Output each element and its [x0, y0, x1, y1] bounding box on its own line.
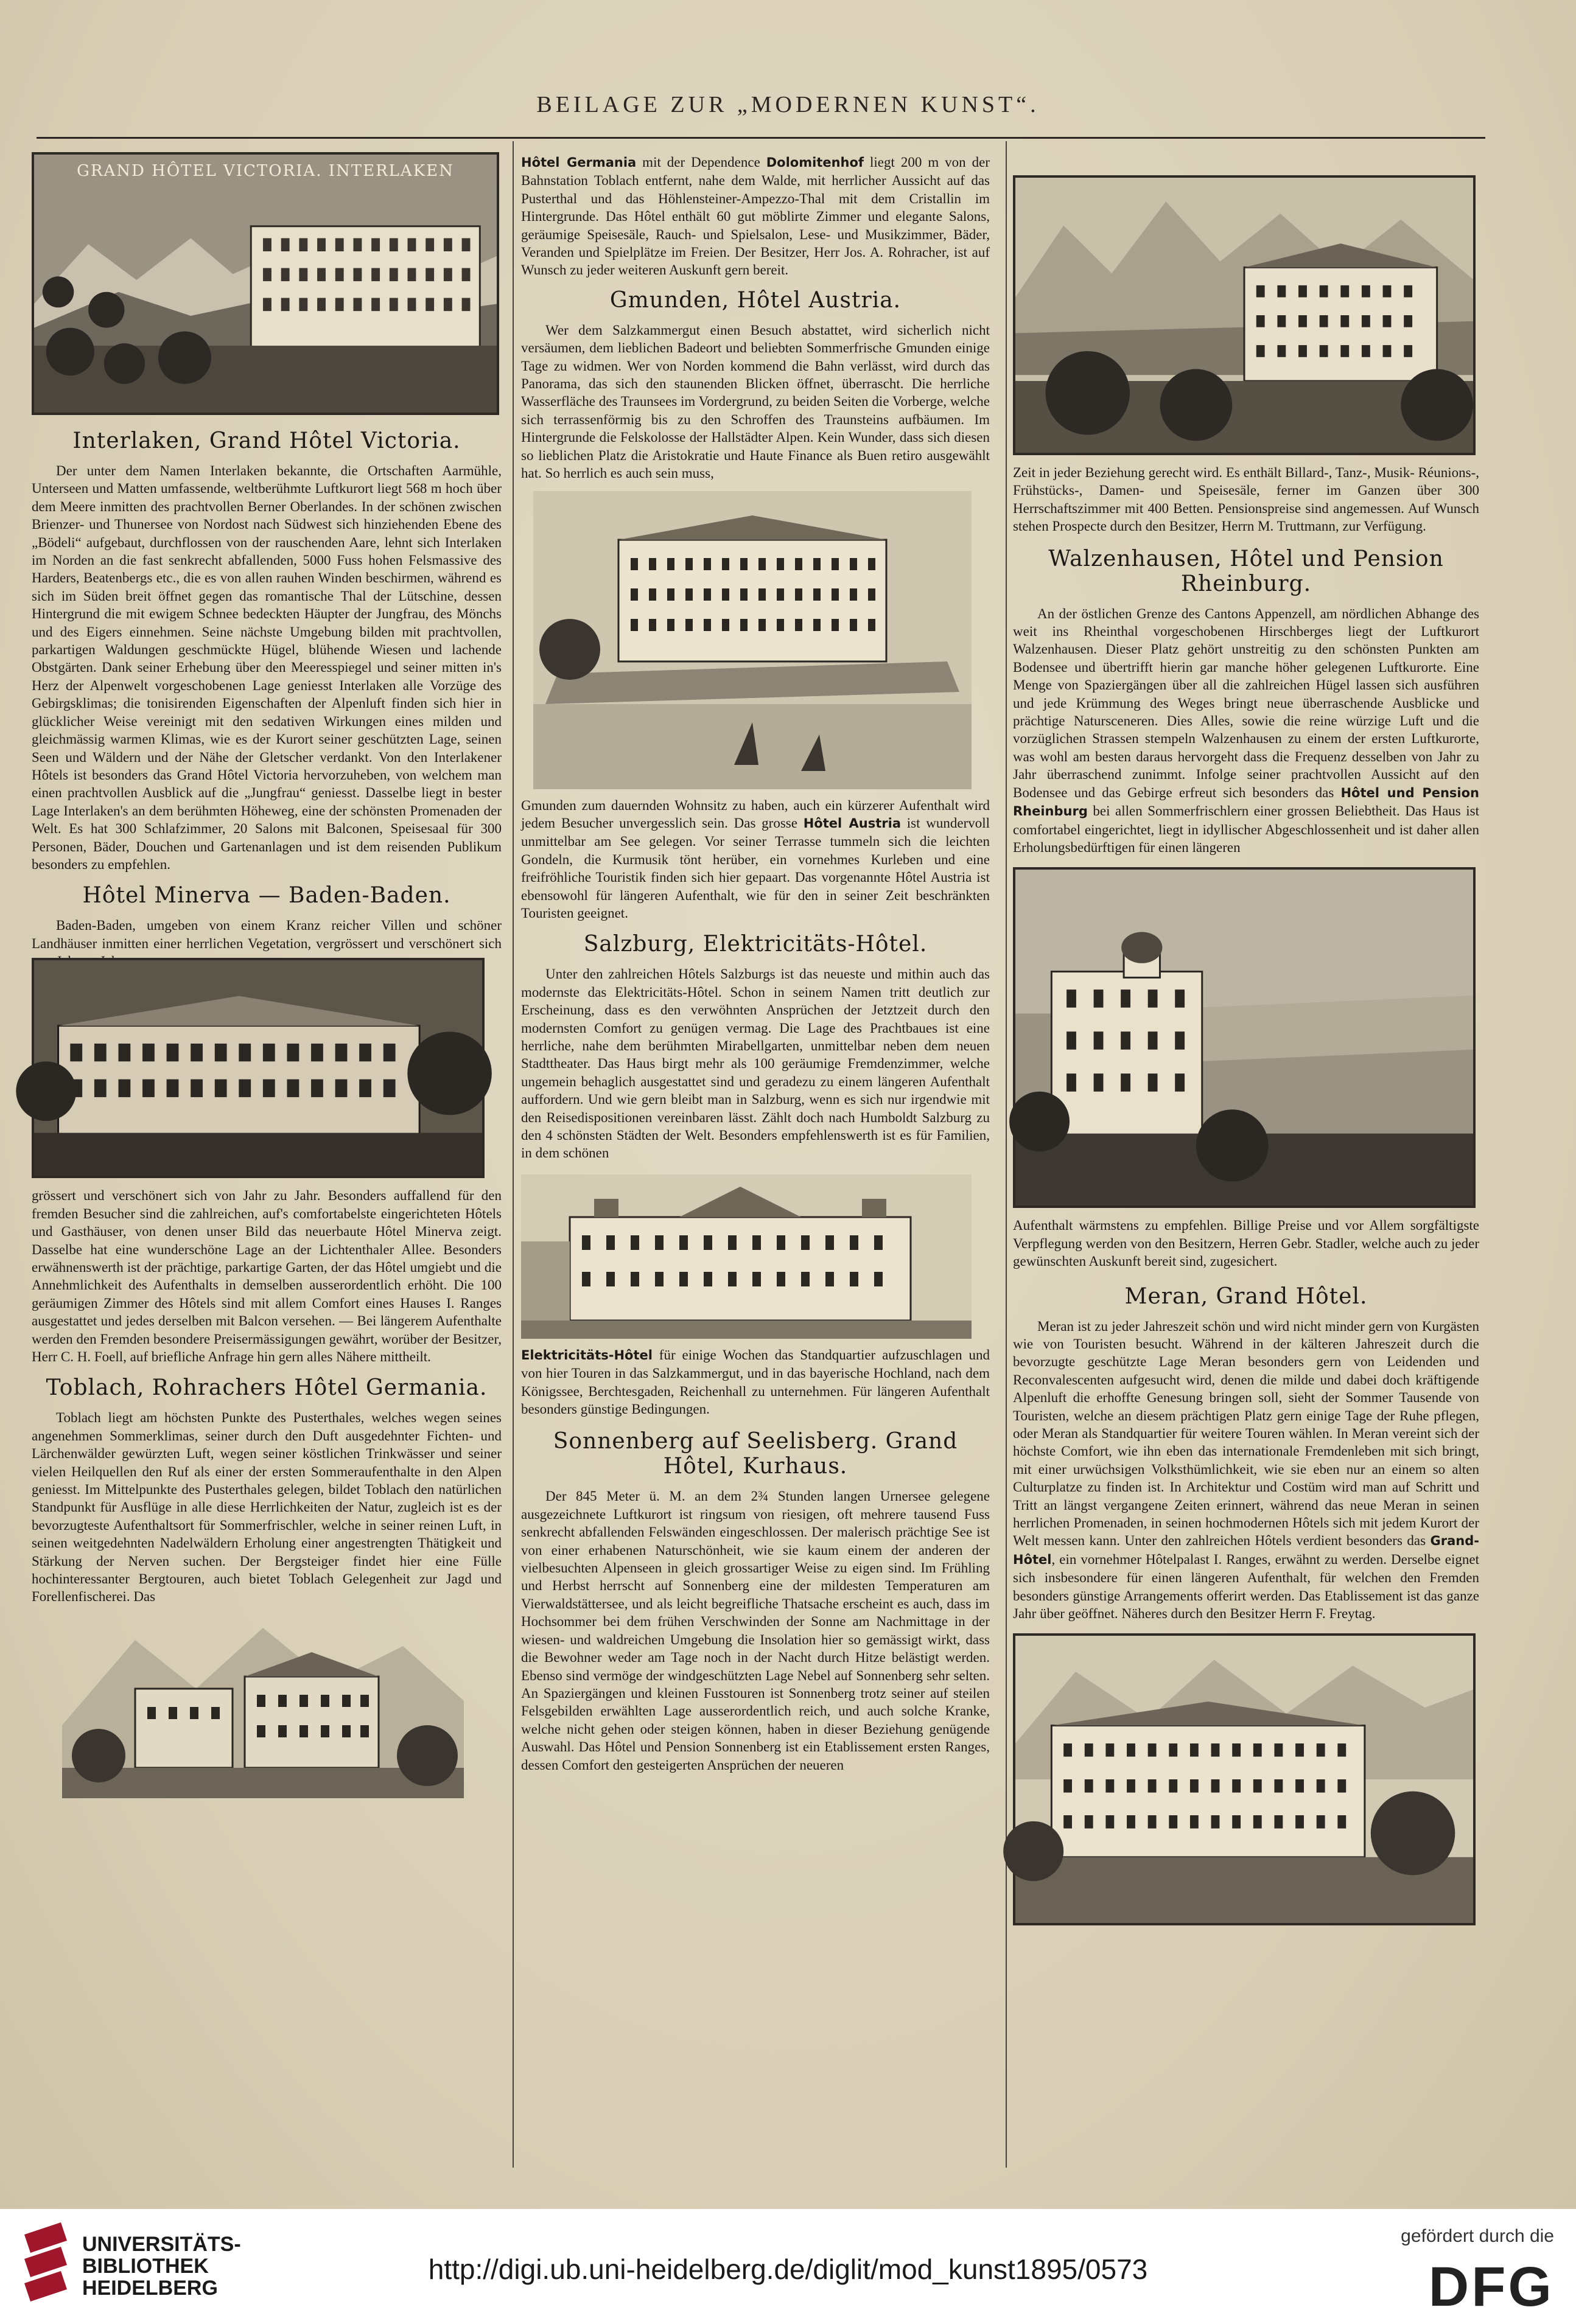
- text-walzenhausen-a-body: An der östlichen Grenze des Cantons Appenzell, am nördlichen Abhange des weit ins Rheinthal vorgeschobenen Hirschberges liegt der Luftkurort Walzenhausen. Dieser Platz gehört unstreitig zu den schönsten Punkten am Bodensee und übertrifft hierin gar manche höher gelegenen Luftkurorte. Eine Menge von Spaziergängen über all die zahlreichen Hügel lassen sich ausführen und jede Krümmung des Weges bringt neue überraschende Ausblicke und prächtige Natursceneren. Dies Alles, sowie die reine würzige Luft und die vorzüglichen Strassen stempeln Walzenhausen zu einem der ersten Luftkurorte, was wohl am besten daraus hervorgeht dass die Frequenz desselben von Jahr zu Jahr überraschend zunimmt. Infolge seiner prachtvollen Aussicht auf den Bodensee und das Gebirge erfreut sich besonders das: [1013, 605, 1479, 800]
- text-interlaken: Der unter dem Namen Interlaken bekannte, die Ortschaften Aarmühle, Unterseen und Matten umfassende, weltberühmte Luftkurort liegt 568 m hoch über dem Meere inmitten des prachtvollen Berner Oberlandes. In der schönen zwischen Brienzer- und Thunersee von Nordost nach Südwest sich hinziehenden Ebene des „Bödeli“ aufgebaut, durchflossen von der rauschenden Aare, lehnt sich Interlaken im Norden an die fast senkrecht abfallenden, 5000 Fuss hohen Felsmassive des Harders, Beatenbergs etc., die es von allen rauhen Winden beschirmen, während es sich im Süden breit öffnet gegen das romantische Thal der Lütschine, dessen Hintergrund die mit ewigem Schnee bedeckten Häupter der Jungfrau, des Mönchs und des Eigers einnehmen. Seine nächste Umgebung bilden mit prachtvollen, parkartigen Waldungen geschmückte Hügel, blühende Wiesen und lachende Obstgärten. Dank seiner Erhebung über den Meeresspiegel und seiner mitten in's Herz der Alpenwelt vorgeschobenen Lage geniesst Interlaken alle Vorzüge des Gebirgsklimas; die tonisirenden Eigenschaften der Alpenluft finden sich hier in glücklicher Weise vereinigt mit den sedativen Wirkungen eines milden und gleichmässig warmen Klimas, wie es der Kurort seiner geschützten Lage, seinen Seen und Wäldern und der Nähe der Gletscher verdankt. Von den Interlakener Hôtels ist besonders das Grand Hôtel Victoria hervorzuheben, von welchem man einen prachtvollen Ausblick auf die „Jungfrau“ geniesst. Dasselbe liegt in bester Lage Interlaken's an dem berühmten Höheweg, eine der schönsten Promenaden der Welt. Es hat 300 Schlafzimmer, 20 Salons mit Balconen, Speisesaal für 300 Personen, Bäder, Douchen und Gartenanlagen und ist dem reisenden Publikum besonders zu empfehlen.: [32, 463, 502, 872]
- text-minerva: grössert und verschönert sich von Jahr zu Jahr. Besonders auffallend für den fremden Besucher sind die zahlreichen, auf's comfortabelste eingerichteten Hôtels und Gasthäuser, von denen unser Bild das neuerbaute Hôtel Minerva zeigt. Dasselbe hat eine wunderschöne Lage an der Lichtenthaler Allee. Besonders erwähnenswerth ist der prächtige, parkartige Garten, der das Hôtel umgiebt und die Annehmlichkeit des Aufenthalts in demselben ausserordentlich erhöht. Die 100 geräumigen Zimmer des Hôtels sind mit allem Comfort eines Hauses I. Ranges ausgestattet und jedes derselben mit Balcon versehen. — Bei längerem Aufenthalte werden den Fremden besondere Preisermässigungen gewährt, worüber der Besitzer, Herr C. H. Foell, auf briefliche Anfrage hin gern alles Nähere mittheilt.: [32, 1188, 502, 1364]
- text-walzenhausen-a: [1013, 605, 1479, 857]
- text-meran: [1013, 1317, 1479, 1623]
- heading-salzburg: Salzburg, Elektricitäts-Hôtel.: [583, 932, 928, 957]
- column-rule-left: [513, 141, 514, 2168]
- text-sonnenberg: Der 845 Meter ü. M. an dem 2¾ Stunden langen Urnersee gelegene ausgezeichnete Luftkurort ist ringsum von riesigen, oft mehrere tausend Fuss senkrecht abfallenden Felswänden eingeschlossen. Der malerisch prächtige See ist von einer erhabenen Naturschönheit, wie sie kaum einem der anderen der vielbesuchten Alpenseen in gleich grossartiger Weise zu eigen sind. Im Frühling und Herbst herrscht auf Sonnenberg eine der mildesten Temperaturen am Vierwaldstättersee, und als leicht begreifliche Thatsache erscheint es auch, dass im Hochsommer bei dem frühen Verschwinden der Sonne am Nachmittage in der wiesen- und waldreichen Umgebung die Insolation hier so gemässigt wirkt, dass die Bewohner weder am Tage noch in der Nacht durch Hitze belästigt werden. Ebenso sind vermöge der windgeschützten Lage Nebel auf Sonnenberg sehr selten. An Spaziergängen und kleinen Fusstouren ist Sonnenberg trotz seiner auf steilen Felsgebilden erwählten Lage ausserordentlich reich, und auch solche Kranke, welche nicht gehen oder steigen können, haben in dieser Beziehung genügende Auswahl. Das Hôtel und Pension Sonnenberg ist ein Etablissement ersten Ranges, dessen Comfort den gesteigerten Ansprüchen der neueren: [521, 1488, 990, 1773]
- text-salzburg: Unter den zahlreichen Hôtels Salzburgs ist das neueste und mithin auch das modernste das Elektricitäts-Hôtel. Schon in seinem Namen tritt deutlich zur Erscheinung, dass es den verwöhnten Ansprüchen der Jetztzeit durch den modernsten Comfort zu genügen vermag. Die Lage des Prachtbaues ist eine herrliche, nahe dem berühmten Mirabellgarten, unmittelbar neben dem neuen Stadttheater. Das Haus birgt mehr als 100 geräumige Fremdenzimmer, welche ungemein behaglich ausgestattet sind und geradezu zu einem längeren Aufenthalt auffordern. Und wie gern bleibt man in Salzburg, wenn es sich nur irgendwie mit den Reisedispositionen vereinbaren lässt. Zählt doch nach Humboldt Salzburg zu den 4 schönsten Städten der Welt. Besonders empfehlenswerth ist es für Familien, in dem schönen: [521, 966, 990, 1161]
- column-1: [32, 152, 502, 2191]
- meran-hotel-image: [1013, 1633, 1476, 1925]
- germania-hotel-image: [62, 1616, 464, 1798]
- text-minerva-intro: Baden-Baden, umgeben von einem Kranz reicher Villen und schöner Landhäuser inmitten einer herrlichen Vegetation, vergrössert und verschönert sich: [32, 918, 502, 951]
- page-header: BEILAGE ZUR „MODERNEN KUNST“.: [536, 92, 1040, 117]
- footer-bar: [0, 2209, 1576, 2324]
- text-elektricitaets-body: für einige Wochen das Standquartier aufzuschlagen und von hier Touren in das Salzkammergut, und in das bayerische Hochland, nach dem Königssee, Berchtesgaden, Reichenhall zu unternehmen. Für längeren Aufenthalt besonders günstige Bedingungen.: [521, 1347, 990, 1417]
- library-name-line3: HEIDELBERG: [82, 2277, 218, 2300]
- column-3: [1013, 170, 1479, 2197]
- header-rule: [37, 137, 1485, 139]
- text-meran-a: Meran ist zu jeder Jahreszeit schön und wird nicht minder gern von Kurgästen wie von Touristen besucht. Während in der kälteren Jahreszeit durch die bevorzugte geschützte Lage Meran besonders gern von Leidenden und Reconvalescenten aufgesucht wird, denen die milde und dabei doch kräftigende Alpenluft die erhoffte Genesung bringen soll, sieht der Sommer Tausende von Touristen, welche an diesem prächtigen Platz gern einige Tage der Ruhe pflegen, oder Meran als Standquartier für weitere Touren wählen. In Meran vereint sich der höchste Comfort, wie ihn eben das internationale Fremdenleben mit sich bringt, mit einer urwüchsigen Volksthümlichkeit, wie sie eben nur an einem so alten Culturplatze zu finden ist. In Architektur und Costüm wird man auf Schritt und Tritt an längst vergangene Zeiten erinnert, während das neue Meran in seinen herrlichen Promenaden, in seinen hochmodernen Hôtels sich mit jedem Kurort der Welt messen kann. Unter den zahlreichen Hôtels verdient besonders das: [1013, 1318, 1479, 1549]
- bold-hotel-austria: Hôtel Austria: [803, 815, 901, 831]
- gmunden-hotel-image: [533, 491, 972, 789]
- heading-sonnenberg: Sonnenberg auf Seelisberg. Grand Hôtel, Kurhaus.: [553, 1429, 958, 1479]
- text-meran-b: , ein vornehmer Hôtelpalast I. Ranges, erwähnt zu werden. Derselbe eignet sich insbesondere für einen längeren Aufenthalt, für welchen den Fremden besonders günstige Arrangements offerirt werden. Das Etablissement ist das ganze Jahr über geöffnet. Näheres durch den Besitzer Herrn F. Freytag.: [1013, 1551, 1479, 1622]
- text-gmunden-b: [521, 797, 990, 923]
- heading-minerva: Hôtel Minerva — Baden-Baden.: [82, 883, 451, 909]
- text-gmunden-a: Wer dem Salzkammergut einen Besuch abstattet, wird sicherlich nicht versäumen, dem lieblichen Badeort und beliebten Sommerfrische Gmunden einige Tage zu widmen. Wer von Norden kommend die Bahn verlässt, wird durch das Panorama, das sich den staunenden Blicken öffnet, überrascht. Die herrliche Wasserfläche des Traunsees im Vordergrund, zu beiden Seiten die Vorberge, welche sich terrassenförmig bis zu den Schroffen des Traunsteins aufbäumen. Im Hintergrunde die Felskolosse der Hallstädter Alpen. Kein Wunder, dass sich diesen so lieblichen Platz die Aristokratie und Haute Finance als Buen retiro ausgewählt hat. So herrlich es auch sein muss,: [521, 322, 990, 481]
- heading-interlaken: Interlaken, Grand Hôtel Victoria.: [72, 428, 461, 453]
- bold-elektricitaets-hotel: Elektricitäts-Hôtel: [521, 1347, 653, 1363]
- library-name-line2: BIBLIOTHEK: [82, 2255, 209, 2278]
- heading-gmunden: Gmunden, Hôtel Austria.: [609, 287, 902, 313]
- walzenhausen-hotel-image: [1013, 867, 1476, 1208]
- text-germania-body: liegt 200 m von der Bahnstation Toblach entfernt, nahe dem Walde, mit herrlicher Aussicht auf das Pusterthal und das Höhlensteiner-Ampezzo-Thal mit dem Cristallin im Hintergrunde. Das Hôtel enthält 60 gut möblirte Zimmer und elegante Salons, geräumige Speisesäle, Rauch- und Spielsalon, Lese- und Musikzimmer, Bäder, Veranden und Spielplätze im Freien. Der Besitzer, Herr Jos. A. Rohracher, ist auf Wunsch zu jeder weiteren Auskunft gern bereit.: [521, 155, 990, 278]
- bold-hotel-rheinburg: Hôtel und Pension Rheinburg: [1013, 785, 1479, 819]
- column-2: [521, 153, 990, 2192]
- minerva-hotel-image: [32, 958, 485, 1178]
- bold-grand-hotel: Grand-Hôtel: [1013, 1534, 1479, 1567]
- funded-by-label: gefördert durch die: [1401, 2226, 1554, 2246]
- text-gmunden-b2: ist wundervoll unmittelbar am See gelegen. Vor seiner Terrasse tummeln sich die leichten Gondeln, die Kurmusik tönt herüber, ein vornehmes Kurleben und eine freifröhliche Touristik finden sich hier gepaart. Das vorgenannte Hôtel Austria ist ebensowohl für längeren Aufenthalt, wie für den in seiner Zeit beschränkten Touristen geeignet.: [521, 815, 990, 921]
- heading-toblach: Toblach, Rohrachers Hôtel Germania.: [46, 1375, 488, 1401]
- interlaken-image-caption: GRAND HÔTEL VICTORIA. INTERLAKEN: [77, 162, 454, 180]
- text-germania-mid: mit der Dependence: [636, 155, 766, 170]
- sonnenberg-hotel-image: [1013, 175, 1476, 455]
- text-gmunden-b1: Gmunden zum dauernden Wohnsitz zu haben, auch ein kürzerer Aufenthalt wird jedem Besucher unvergesslich sein. Das grosse: [521, 797, 990, 831]
- text-sonnenberg-cont: Zeit in jeder Beziehung gerecht wird. Es enthält Billard-, Tanz-, Musik- Réunions-, Frühstücks-, Damen- und Speisesäle, ferner im Ganzen über 300 Herrschaftszimmer mit 400 Betten. Pensionspreise sind angemessen. Auf Wunsch stehen Prospecte durch den Besitzer, Herrn M. Truttmann, zur Verfügung.: [1013, 465, 1479, 534]
- text-walzenhausen-b: bei allen Sommerfrischlern einer grossen Beliebtheit. Das Haus ist comfortabel eingerichtet, liegt in idyllischer Abgeschlossenheit und ist daher allen Erholungsbedürftigen für einen längeren: [1013, 803, 1479, 855]
- permalink-url[interactable]: http://digi.ub.uni-heidelberg.de/diglit/mod_kunst1895/0573: [428, 2253, 1148, 2285]
- bold-dolomitenhof: Dolomitenhof: [766, 155, 864, 170]
- heading-walzenhausen: Walzenhausen, Hôtel und Pension Rheinburg.: [1048, 546, 1444, 596]
- interlaken-hotel-image: [32, 152, 499, 415]
- salzburg-hotel-image: [521, 1174, 972, 1339]
- dfg-logo: DFG: [1428, 2256, 1554, 2318]
- heading-meran: Meran, Grand Hôtel.: [1124, 1283, 1368, 1309]
- bold-hotel-germania: Hôtel Germania: [521, 155, 637, 170]
- text-germania: [521, 153, 990, 279]
- text-walzenhausen-c: Aufenthalt wärmstens zu empfehlen. Billige Preise und vor Allem sorgfältigste Verpflegung werden von den Besitzern, Herren Gebr. Stadler, welche auch zu jeder gewünschten Auskunft bereit sind, zugesichert.: [1013, 1218, 1479, 1269]
- library-name-line1: UNIVERSITÄTS-: [82, 2233, 241, 2256]
- text-elektricitaets: [521, 1346, 990, 1418]
- text-toblach: Toblach liegt am höchsten Punkte des Pusterthales, welches wegen seines angenehmen Sommerklimas, seiner durch den Duft ausgedehnter Fichten- und Lärchenwälder gewürzten Luft, wegen seiner köstlichen Trinkwässer und seiner vielen Heilquellen den Ruf als einer der ersten Sommeraufenthalte in den Alpen geniesst. Im Mittelpunkte des Pusterthales gelegen, bildet Toblach den natürlichen Standpunkt für Ausflüge in alle diese Herrlichkeiten der Natur, zugleich ist es der bevorzugteste Aufenthaltsort für Sommerfrischler, welche in seiner reinen Luft, in seinen weitgedehnten Nadelwäldern Erholung einer angestrengten Thätigkeit und Stärkung der Nerven suchen. Der Bergsteiger findet hier eine Fülle hochinteressanter Bergtouren, auch bietet Toblach Gelegenheit zur Jagd und Forellenfischerei. Das: [32, 1410, 502, 1605]
